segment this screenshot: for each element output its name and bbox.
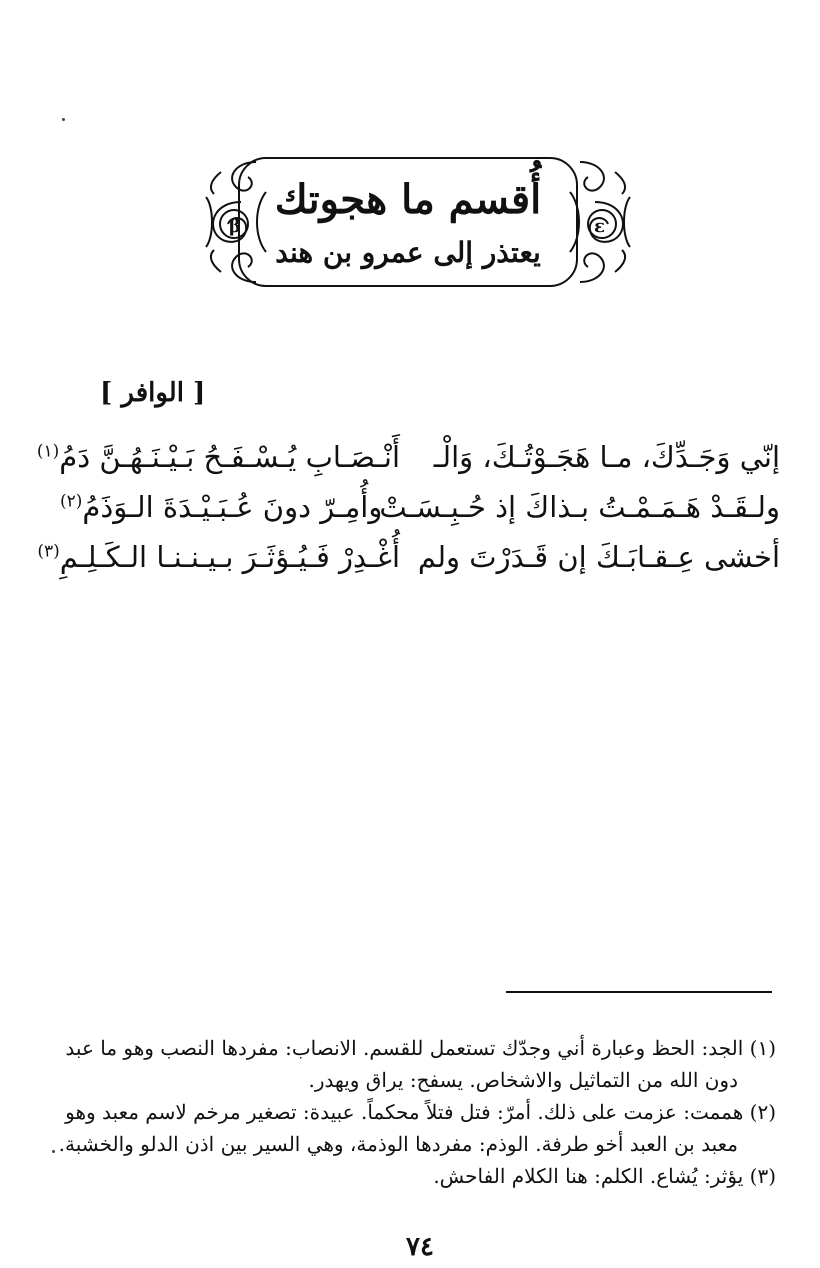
scan-speck bbox=[62, 118, 65, 121]
footnote-line: (٢) هممت: عزمت على ذلك. أمرّ: فتل فتلاً محكماً. عبيدة: تصغير مرخم لاسم معبد وهو bbox=[65, 1100, 776, 1124]
verse-line bbox=[36, 440, 780, 488]
verse-second-hemistich bbox=[60, 490, 400, 524]
footnote-line: دون الله من التماثيل والاشخاص. يسفح: يراق ويهدر. bbox=[308, 1068, 738, 1092]
footnote-line: معبد بن العبد أخو طرفة. الوذم: مفردها الوذمة، وهي السير بين اذن الدلو والخشبة. bbox=[58, 1132, 738, 1156]
footnote-divider bbox=[506, 991, 772, 993]
meter-label: [ الوافر ] bbox=[100, 378, 206, 408]
footnote-marker: (١) bbox=[36, 441, 60, 462]
poem-subtitle: يعتذر إلى عمرو بن هند bbox=[275, 236, 541, 269]
verse-first-hemistich: إنّي وَجَـدِّكَ، مـا هَجَـوْتُـكَ، وَالْـ bbox=[433, 440, 780, 474]
verse-line bbox=[37, 540, 780, 588]
verse-second-hemistich bbox=[37, 540, 400, 574]
verse-first-hemistich: أخشى عِـقـابَـكَ إن قَـدَرْتَ ولم bbox=[417, 540, 780, 574]
verse-first-hemistich: ولـقَـدْ هَـمَـمْـتُ بـذاكَ إذ حُـبِـسَـتْ bbox=[379, 490, 780, 524]
footnote-line: (٣) يؤثر: يُشاع. الكلم: هنا الكلام الفاحش. bbox=[433, 1164, 776, 1188]
footnotes bbox=[58, 1032, 776, 1192]
page-number: ٧٤ bbox=[406, 1232, 434, 1262]
poem-title: أُقسم ما هجوتك bbox=[274, 176, 542, 223]
verse-text: أُغْـدِرْ فَـيُـؤثَـرَ بـيـنـنـا الـكَـلِـمِ bbox=[59, 540, 400, 574]
verse-text: وأُمِـرّ دونَ عُـبَـيْـدَةَ الـوَذَمُ bbox=[82, 490, 383, 524]
verse-second-hemistich bbox=[36, 440, 400, 474]
footnote-line: (١) الجد: الحظ وعبارة أني وجدّك تستعمل للقسم. الانصاب: مفردها النصب وهو ما عبد bbox=[65, 1036, 776, 1060]
footnote-marker: (٣) bbox=[37, 541, 60, 562]
verse-text: أَنْـصَـابِ يُـسْـفَـحُ بَـيْـنَـهُـنَّ دَمُ bbox=[59, 440, 400, 474]
verse-line bbox=[60, 490, 780, 538]
svg-text:β: β bbox=[229, 216, 241, 237]
footnote-marker: (٢) bbox=[60, 491, 83, 512]
scan-speck bbox=[52, 1150, 55, 1153]
svg-text:ε: ε bbox=[594, 216, 605, 237]
